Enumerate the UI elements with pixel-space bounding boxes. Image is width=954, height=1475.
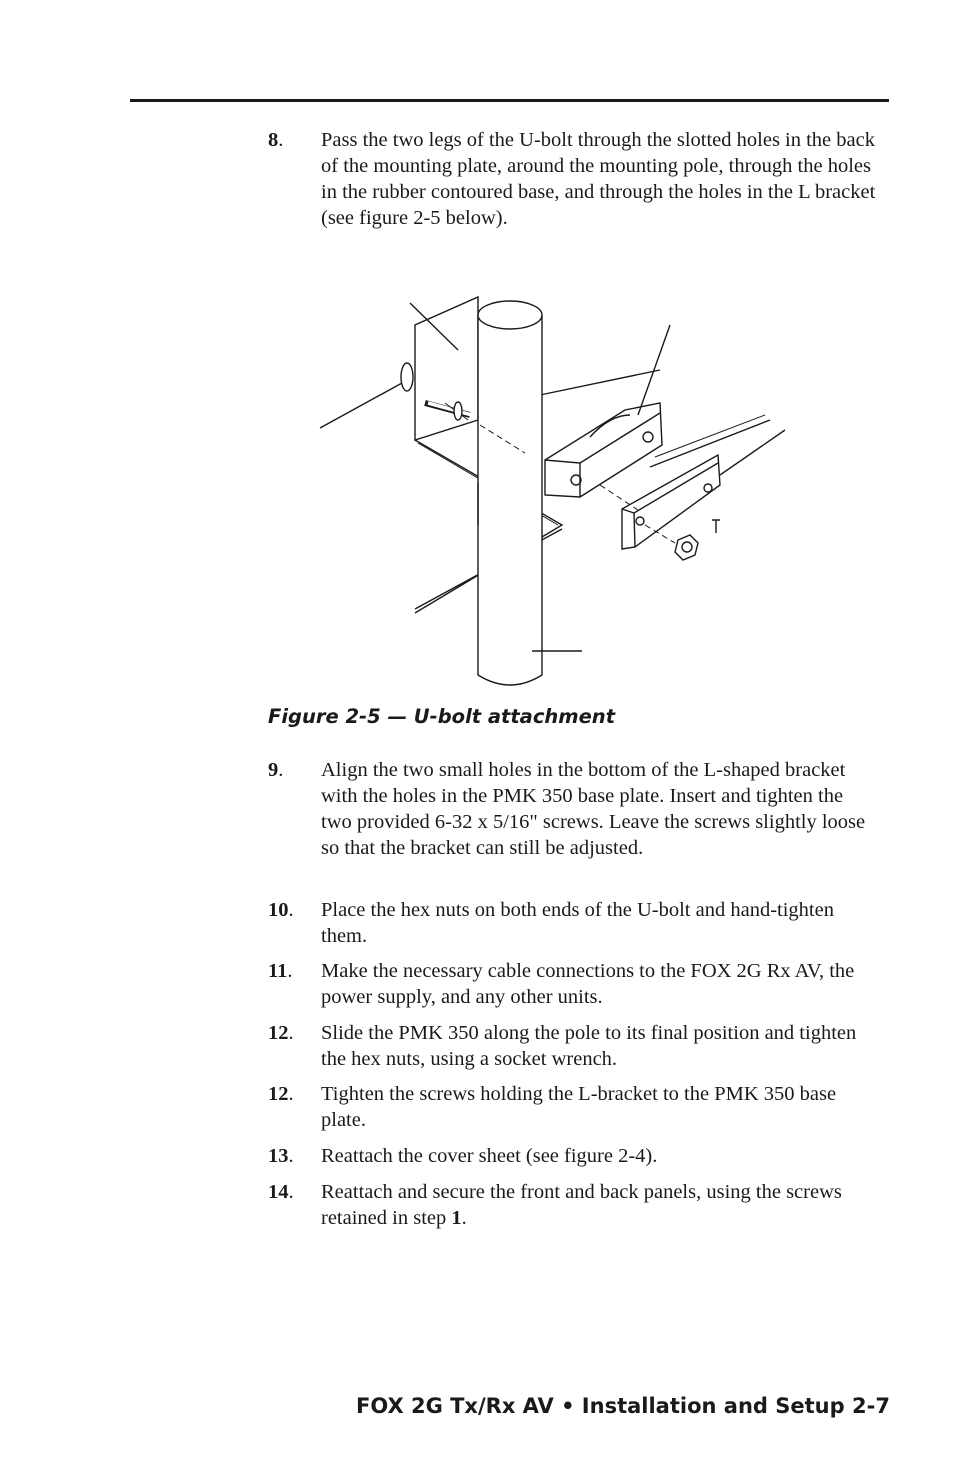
step-text: Reattach and secure the front and back panels, using the screws retained in step 1. — [321, 1181, 842, 1229]
step-text: Slide the PMK 350 along the pole to its final position and tighten the hex nuts, using a socket wrench. — [321, 1022, 857, 1070]
step-number: 9 — [268, 759, 279, 781]
step-reference: 1 — [451, 1207, 462, 1229]
step-number: 8 — [268, 129, 279, 151]
step-number: 11 — [268, 960, 288, 982]
step-10: 10. Place the hex nuts on both ends of the U-bolt and hand-tighten them. — [268, 897, 878, 949]
step-number: 10 — [268, 899, 289, 921]
step-14: 14. Reattach and secure the front and back panels, using the screws retained in step 1. — [268, 1179, 878, 1231]
step-number: 13 — [268, 1145, 289, 1167]
step-text: Place the hex nuts on both ends of the U-bolt and hand-tighten them. — [321, 899, 834, 947]
step-13: 13. Reattach the cover sheet (see figure 2-4). — [268, 1143, 878, 1169]
step-12b: 12. Tighten the screws holding the L-bracket to the PMK 350 base plate. — [268, 1081, 878, 1133]
step-number: 12 — [268, 1022, 289, 1044]
step-text: Make the necessary cable connections to the FOX 2G Rx AV, the power supply, and any other units. — [321, 960, 855, 1008]
step-11: 11. Make the necessary cable connections to the FOX 2G Rx AV, the power supply, and any other units. — [268, 958, 878, 1010]
top-rule — [130, 99, 889, 102]
step-number: 12 — [268, 1083, 289, 1105]
step-text: Align the two small holes in the bottom of the L-shaped bracket with the holes in the PMK 350 base plate. Insert and tighten the two provided 6-32 x 5/16" screws. Leave the screws slightly loose so that the bracket can still be adjusted. — [321, 759, 866, 859]
step-9: 9. Align the two small holes in the bottom of the L-shaped bracket with the holes in the PMK 350 base plate. Insert and tighten the two provided 6-32 x 5/16" screws. Leave the screws slightly loose so that the bracket can still be adjusted. — [268, 757, 878, 861]
page-number: 2-7 — [852, 1394, 890, 1418]
u-bolt-attachment-figure — [300, 285, 800, 695]
step-12: 12. Slide the PMK 350 along the pole to its final position and tighten the hex nuts, using a socket wrench. — [268, 1020, 878, 1072]
step-text: Tighten the screws holding the L-bracket to the PMK 350 base plate. — [321, 1083, 837, 1131]
figure-caption: Figure 2-5 — U-bolt attachment — [268, 705, 616, 728]
step-number: 14 — [268, 1181, 289, 1203]
footer-title: FOX 2G Tx/Rx AV • Installation and Setup — [356, 1394, 845, 1418]
step-8: 8. Pass the two legs of the U-bolt through the slotted holes in the back of the mounting plate, around the mounting pole, through the holes in the rubber contoured base, and through the holes in the L bracket (see figure 2-5 below). — [268, 127, 878, 231]
step-text: Pass the two legs of the U-bolt through the slotted holes in the back of the mounting plate, around the mounting pole, through the holes in the rubber contoured base, and through the holes in the L bracket (see figure 2-5 below). — [321, 129, 876, 229]
step-text: Reattach the cover sheet (see figure 2-4). — [321, 1145, 658, 1167]
